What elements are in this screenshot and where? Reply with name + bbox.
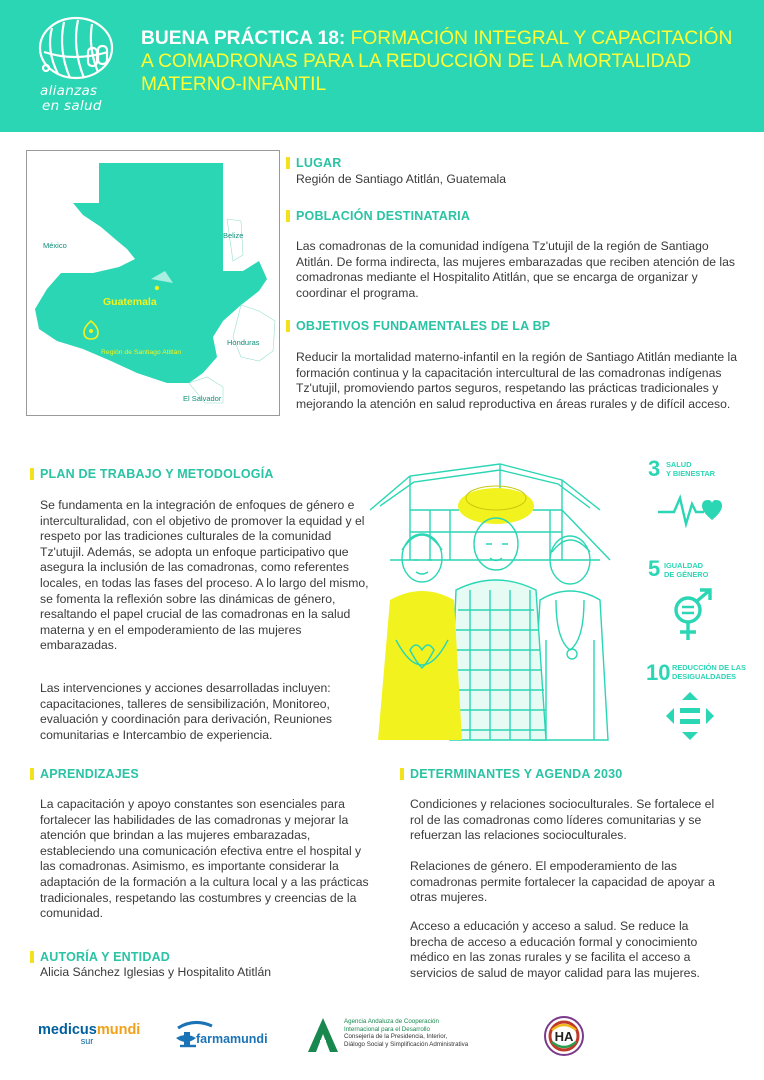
medicusmundi-logo xyxy=(38,1022,141,1046)
medicusmundi-word-2: mundi xyxy=(96,1022,141,1038)
sdg-5-number: 5 xyxy=(648,556,661,581)
section-heading-objetivos: OBJETIVOS FUNDAMENTALES DE LA BP xyxy=(296,319,551,333)
sdg-10-number: 10 xyxy=(646,660,671,685)
map-label-el-salvador: El Salvador xyxy=(183,394,222,403)
section-text-plan-1: Se fundamenta en la integración de enfoques de género e interculturalidad, con el objetivo de promover la equidad y el respeto por las tradiciones culturales de la comunidad Tz'utujil. Además, se adopta un enfoque participativo que asegura la inclusión de las comadronas, como referentes locales, en todas las fases del proceso. A lo largo del mismo, se fomenta la reflexión sobre las dinámicas de género, resaltando el papel crucial de las comadronas en la salud materna y en el empoderamiento de las mujeres embarazadas. xyxy=(40,498,369,653)
sdg-5-label-line-2: DE GÉNERO xyxy=(664,570,709,579)
map-label-guatemala: Guatemala xyxy=(103,296,157,308)
location-map xyxy=(26,150,280,416)
map-label-belize: Belize xyxy=(223,231,244,240)
comadronas-illustration xyxy=(350,440,630,745)
section-text-plan-2: Las intervenciones y acciones desarrolladas incluyen: capacitaciones, talleres de sensibilización, Monitoreo, evaluación y coordinación para derivación, Reuniones comunitarias e Intercambio de experiencia. xyxy=(40,681,333,742)
farmamundi-logo xyxy=(174,1018,270,1054)
sdg-10-label-line-1: REDUCCIÓN DE LAS xyxy=(672,663,746,672)
section-text-determinantes-3: Acceso a educación y acceso a salud. Se reduce la brecha de acceso a educación formal y conocimiento médico en las zonas rurales y se facilita el acceso a servicios de salud de mayor calidad para las mujeres. xyxy=(410,919,700,980)
section-heading-determinantes: DETERMINANTES Y AGENDA 2030 xyxy=(410,767,623,781)
page-title xyxy=(141,27,741,96)
junta-andalucia-emblem xyxy=(306,1016,340,1054)
sdg-3-label-line-2: Y BIENESTAR xyxy=(666,469,716,478)
section-text-determinantes-2: Relaciones de género. El empoderamiento de las comadronas permite fortalecer la capacidad de apoyar a otras mujeres. xyxy=(410,859,715,905)
guatemala-map-shape xyxy=(27,151,280,416)
sdg-5-label-line-1: IGUALDAD xyxy=(664,561,704,570)
gender-equality-icon xyxy=(668,588,716,644)
header-banner xyxy=(0,0,764,132)
sdg-10-label xyxy=(672,663,746,681)
section-heading-lugar: LUGAR xyxy=(296,156,342,170)
map-label-region: Región de Santiago Atitlán xyxy=(101,349,182,356)
sdg-3-label xyxy=(666,460,715,478)
sdg-3-number: 3 xyxy=(648,456,661,481)
hospitalito-emblem xyxy=(544,1016,584,1056)
sdg-5-label xyxy=(664,561,708,579)
logo-line-1: alianzas xyxy=(40,83,98,99)
map-label-mexico: México xyxy=(43,241,67,250)
section-heading-plan: PLAN DE TRABAJO Y METODOLOGÍA xyxy=(40,467,274,481)
section-text-objetivos: Reducir la mortalidad materno-infantil en la región de Santiago Atitlán mediante la formación continua y la capacitación intercultural de las comadronas indígenas Tz'utujil, promoviendo partos seguros, respetando las prácticas tradicionales y mejorando la atención en salud reproductiva en áreas rurales y de difícil acceso. xyxy=(296,350,738,411)
section-text-aprendizajes: La capacitación y apoyo constantes son esenciales para fortalecer las habilidades de las comadronas y mejorar la atención que brindan a las mujeres embarazadas, estableciendo una comunicación efectiva entre el hospital y las comadronas. Asimismo, es importante considerar la adaptación de la formación a la cultura local y a las prácticas tradicionales, respetando las costumbres y creencias de la comunidad. xyxy=(40,797,369,921)
title-lead: BUENA PRÁCTICA 18: xyxy=(141,28,346,49)
junta-line-3: Consejería de la Presidencia, Interior, xyxy=(344,1033,448,1041)
section-text-autoria: Alicia Sánchez Iglesias y Hospitalito Atitlán xyxy=(40,965,272,979)
junta-andalucia-logo xyxy=(306,1016,506,1056)
heartbeat-icon xyxy=(656,490,724,530)
sdg-3-label-line-1: SALUD xyxy=(666,460,692,469)
medicusmundi-word-1: medicus xyxy=(38,1022,97,1038)
junta-line-4: Diálogo Social y Simplificación Administrativa xyxy=(344,1040,469,1048)
reduced-inequalities-icon xyxy=(664,690,716,742)
junta-line-2: Internacional para el Desarrollo xyxy=(344,1025,430,1033)
section-text-poblacion: Las comadronas de la comunidad indígena Tz'utujil de la región de Santiago Atitlán. De forma indirecta, las mujeres embarazadas que reciben atención de las comadronas mediante el Hospitalito Atitlán, que se encarga de organizar y coordinar el programa. xyxy=(296,239,735,300)
sdg-10-label-line-2: DESIGUALDADES xyxy=(672,672,737,681)
hospitalito-atitlan-logo xyxy=(544,1016,584,1056)
medicusmundi-sub: sur xyxy=(80,1036,94,1046)
section-heading-poblacion: POBLACIÓN DESTINATARIA xyxy=(296,209,471,223)
logo-line-2: en salud xyxy=(42,98,102,114)
section-heading-autoria: AUTORÍA Y ENTIDAD xyxy=(40,950,171,964)
farmamundi-word: farmamundi xyxy=(196,1032,268,1046)
title-rest: FORMACIÓN INTEGRAL Y CAPACITACIÓN A COMADRONAS PARA LA REDUCCIÓN DE LA MORTALIDAD MATERNO-INFANTIL xyxy=(141,28,733,95)
junta-line-1: Agencia Andaluza de Cooperación xyxy=(344,1018,439,1025)
section-text-lugar: Región de Santiago Atitlán, Guatemala xyxy=(296,172,507,186)
hospitalito-initials: HA xyxy=(554,1029,574,1044)
map-label-honduras: Honduras xyxy=(227,338,260,347)
section-heading-aprendizajes: APRENDIZAJES xyxy=(40,767,139,781)
logo-wordmark xyxy=(40,84,122,114)
section-text-determinantes-1: Condiciones y relaciones socioculturales. Se fortalece el rol de las comadronas como líderes comunitarias y se refuerzan las relaciones socioculturales. xyxy=(410,797,715,843)
